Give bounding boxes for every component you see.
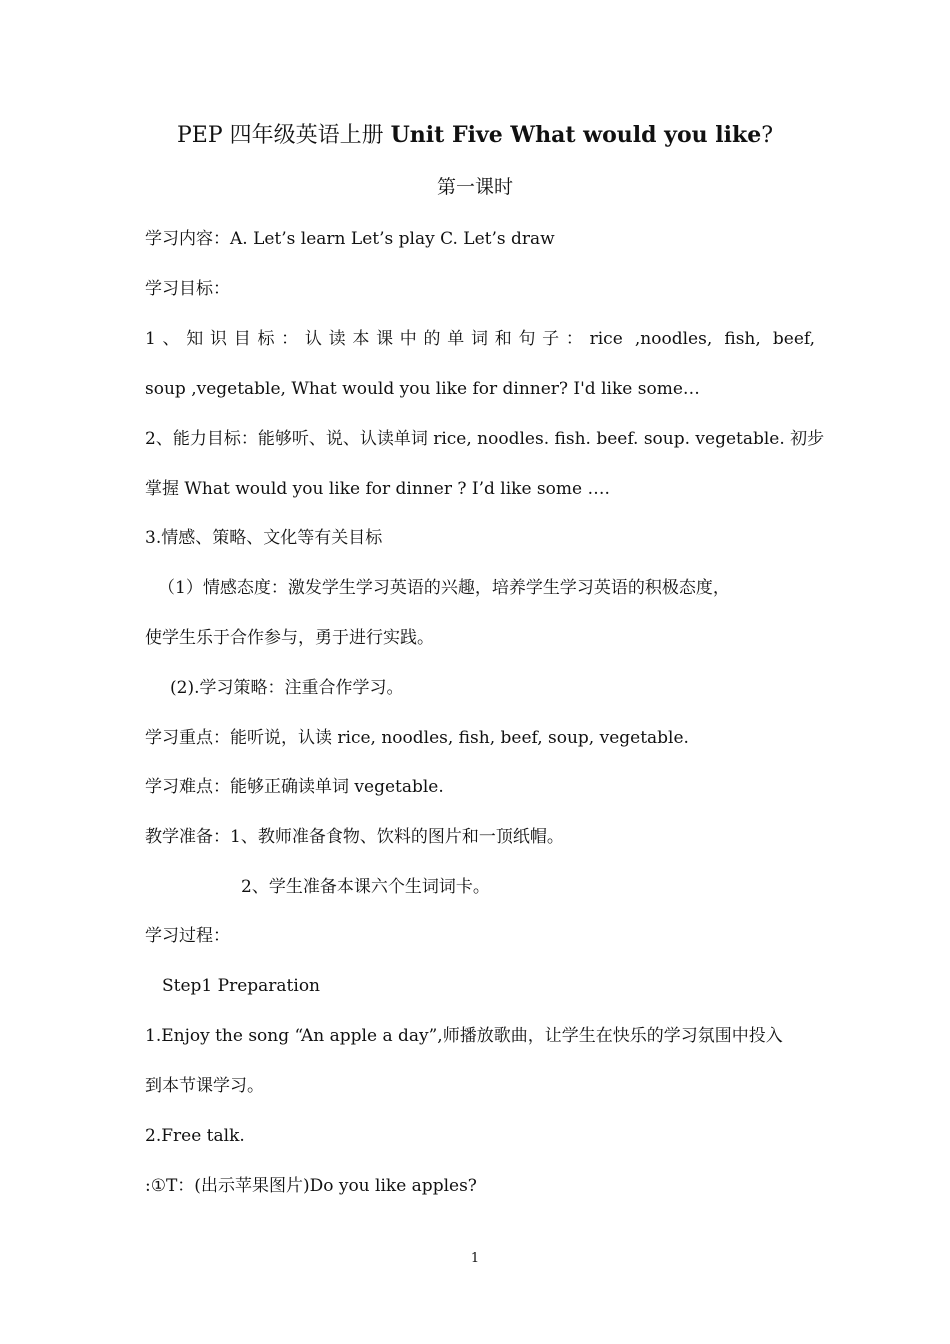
page-title <box>0 120 950 151</box>
process-heading: 学习过程： <box>145 926 230 946</box>
free-talk-line: 2.Free talk. <box>145 1126 245 1146</box>
song-line-2: 到本节课学习。 <box>145 1076 264 1096</box>
preparation-line-1: 教学准备：1、教师准备食物、饮料的图片和一顶纸帽。 <box>145 827 564 847</box>
step1-heading: Step1 Preparation <box>162 976 320 996</box>
ability-goal-line-2: 掌握 What would you like for dinner ? I’d like some …. <box>145 479 610 499</box>
attitude-line-2: 使学生乐于合作参与，勇于进行实践。 <box>145 628 434 648</box>
title-bold: Unit Five What would you like <box>390 122 762 148</box>
knowledge-goal-line-2: soup ,vegetable, What would you like for dinner? I'd like some… <box>145 379 700 399</box>
knowledge-goal-line-1: 1、知识目标：认读本课中的单词和句子：rice ,noodles, fish, beef, <box>145 329 815 349</box>
title-prefix: PEP 四年级英语上册 <box>176 123 391 148</box>
learning-goals-heading: 学习目标： <box>145 279 230 299</box>
key-points-line: 学习重点：能听说，认读 rice, noodles, fish, beef, soup, vegetable. <box>145 728 689 748</box>
page-number: 1 <box>470 1251 480 1266</box>
emotion-strategy-heading: 3.情感、策略、文化等有关目标 <box>145 528 383 548</box>
lesson-subtitle: 第一课时 <box>436 176 513 198</box>
difficulty-line: 学习难点：能够正确读单词 vegetable. <box>145 777 444 797</box>
attitude-line-1: （1）情感态度：激发学生学习英语的兴趣，培养学生学习英语的积极态度， <box>158 578 730 598</box>
strategy-line: (2).学习策略：注重合作学习。 <box>170 678 404 698</box>
title-suffix: ? <box>761 123 774 148</box>
preparation-line-2: 2、学生准备本课六个生词词卡。 <box>241 877 490 897</box>
dialogue-line: :①T：(出示苹果图片)Do you like apples? <box>145 1176 477 1196</box>
learning-content-line: 学习内容：A. Let’s learn Let’s play C. Let’s draw <box>145 229 555 249</box>
song-line-1: 1.Enjoy the song “An apple a day”,师播放歌曲，让学生在快乐的学习氛围中投入 <box>145 1026 783 1046</box>
ability-goal-line-1: 2、能力目标：能够听、说、认读单词 rice, noodles. fish. beef. soup. vegetable. 初步 <box>145 429 825 449</box>
